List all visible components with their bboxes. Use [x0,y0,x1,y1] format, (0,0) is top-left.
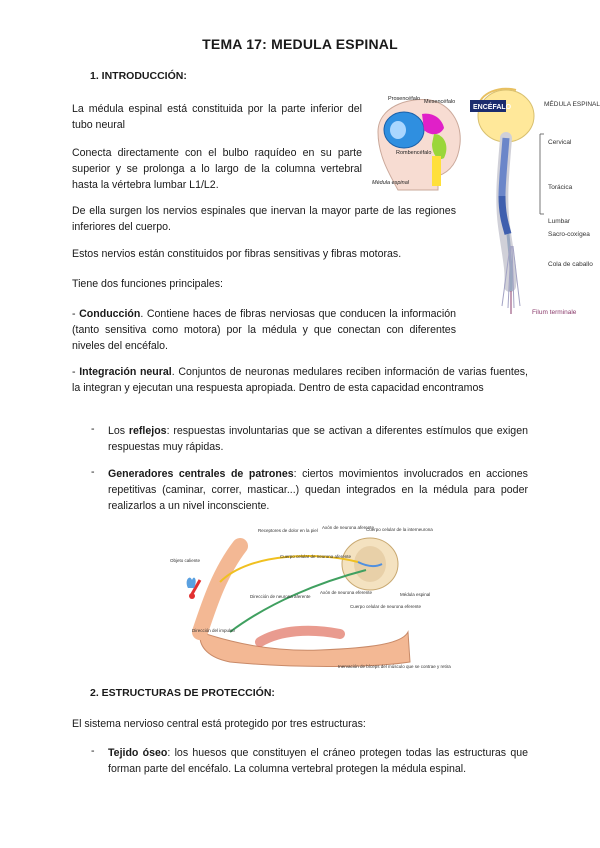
label-cuerpo-interneurona: Cuerpo celular de la interneurona [366,527,433,532]
label-cuerpo-aferente: Cuerpo celular de neurona aferente [280,554,352,559]
label-sacro: Sacro-coxígea [548,231,590,238]
brain-development-figure [368,92,468,190]
paragraph-fibras: Estos nervios están constituidos por fibras sensitivas y fibras motoras. [72,248,402,260]
bullet-dash: - [91,423,95,435]
reflex-arc-figure [170,522,451,670]
term-reflejos: reflejos [128,425,167,437]
label-rombencefalo: Rombencéfalo [396,150,432,156]
label-lumbar: Lumbar [548,218,571,225]
label-medula-reflex: Médula espinal [400,592,431,597]
paragraph-bulbo: Conecta directamente con el bulbo raquídeo en su parte superior y se prolonga a lo largo de la columna vertebral hasta la vértebra lumbar L1/L2. [72,147,362,191]
section-heading-introduccion: 1. INTRODUCCIÓN: [90,70,187,82]
paragraph-funciones: Tiene dos funciones principales: [72,278,223,290]
bullet-generadores [108,466,528,514]
term-tejido-oseo: Tejido óseo [108,747,168,759]
paragraph-conduccion: - Conducción. Contiene haces de fibras nerviosas que conducen la información (tanto sensitiva como motora) por la médula y que conectan con diferentes niveles del encéfalo. [72,308,456,352]
section-heading-estructuras: 2. ESTRUCTURAS DE PROTECCIÓN: [90,687,275,699]
label-cola-caballo: Cola de caballo [548,261,593,268]
spine-figure [470,86,600,326]
label-objeto: Objeto caliente [170,558,201,563]
label-prosencefalo: Prosencéfalo [388,96,421,102]
paragraph-proteccion: El sistema nervioso central está protegido por tres estructuras: [72,718,366,730]
text-reflejos: : respuestas involuntarias que se activan a diferentes estímulos que exigen respuestas muy rápidas. [108,425,528,453]
page-title: TEMA 17: MEDULA ESPINAL [202,36,398,52]
label-inervacion: Inervación de bíceps del músculo que se contrae y retira [338,664,451,669]
label-cuerpo-eferente: Cuerpo celular de neurona eferente [350,604,422,609]
label-filum: Filum terminale [532,309,577,316]
label-receptores: Receptores de dolor en la piel [258,528,318,533]
text-generadores: : ciertos movimientos involucrados en acciones repetitivas (caminar, correr, masticar...) quedan integrados en la médula para poder realizarlos a un nivel inconsciente. [108,468,528,512]
label-axon-aferente: Axón de neurona aferente [322,525,375,530]
label-cervical: Cervical [548,139,572,146]
label-direccion-aferente: Dirección de neurona aferente [250,594,311,599]
bullet-tejido-oseo [108,745,528,777]
text-tejido-oseo: : los huesos que constituyen el cráneo protegen todas las estructuras que forman parte del encéfalo. La columna vertebral protegen la médula espinal. [108,747,529,775]
label-medula-espinal-spine: MÉDULA ESPINAL [544,101,600,108]
term-integracion: Integración neural [79,366,172,378]
paragraph-tubo-neural: La médula espinal está constituida por la parte inferior del tubo neural [72,103,362,131]
label-medula-espinal: Médula espinal [372,180,409,186]
term-generadores: Generadores centrales de patrones [108,468,294,480]
bullet-reflejos: Los reflejos: respuestas involuntarias que se activan a diferentes estímulos que exigen respuestas muy rápidas. [108,425,528,453]
label-toracica: Torácica [548,184,573,191]
text-conduccion: . Contiene haces de fibras nerviosas que conducen la información (tanto sensitiva como motora) por la médula y que conectan con diferentes niveles del encéfalo. [72,308,456,352]
bullet-dash: - [91,466,95,478]
label-encefalo: ENCÉFALO [473,104,512,111]
text-integracion: . Conjuntos de neuronas medulares reciben información de varias fuentes, la integran y ejecutan una respuesta apropiada. Dentro de esta capacidad encontramos [72,366,528,394]
paragraph-nervios-espinales: De ella surgen los nervios espinales que inervan la mayor parte de las regiones inferiores del cuerpo. [72,205,456,233]
label-direccion-impulso: Dirección del impulso [192,628,235,633]
paragraph-integracion: - Integración neural. Conjuntos de neuronas medulares reciben información de varias fuentes, la integran y ejecutan una respuesta apropiada. Dentro de esta capacidad encontramos [72,366,528,394]
term-conduccion: Conducción [79,308,141,320]
label-mesencefalo: Mesencéfalo [424,99,456,105]
label-axon-eferente: Axón de neurona eferente [320,590,373,595]
bullet-dash: - [91,745,95,757]
